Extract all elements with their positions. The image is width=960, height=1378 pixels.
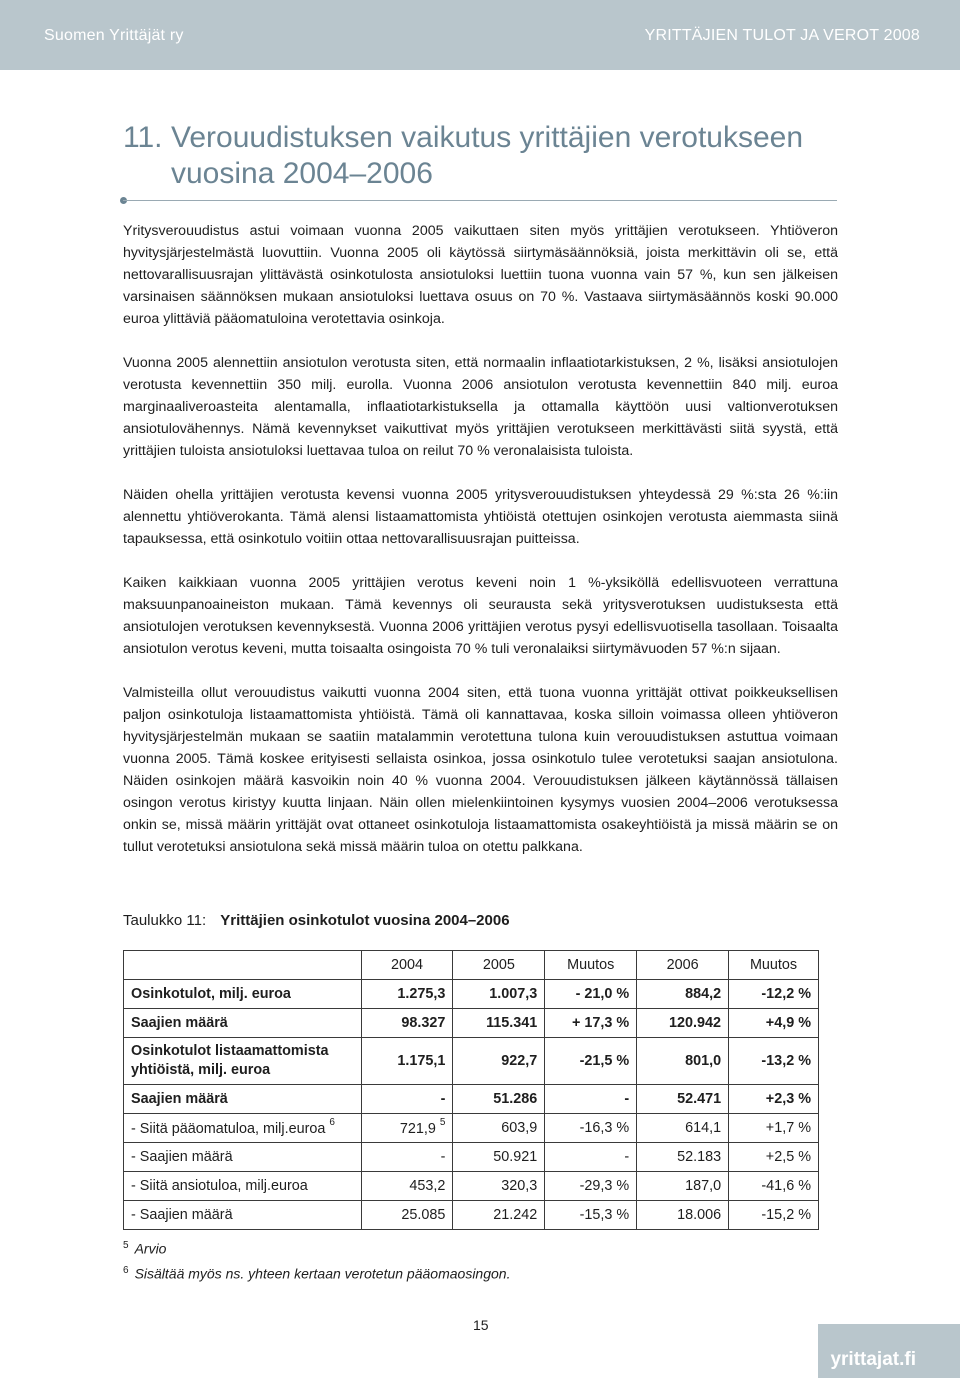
footnote-mark: 6 <box>123 1265 129 1276</box>
table-cell: 50.921 <box>453 1143 545 1172</box>
cell-value: 721,9 <box>399 1120 436 1137</box>
row-label: - Saajien määrä <box>124 1143 362 1172</box>
table-cell: 18.006 <box>637 1201 729 1230</box>
table-caption-title: Yrittäjien osinkotulot vuosina 2004–2006 <box>220 912 510 929</box>
table-row <box>124 1038 819 1085</box>
table-row <box>124 1172 819 1201</box>
footnote-text: Sisältää myös ns. yhteen kertaan verotetun pääomaosingon. <box>134 1265 511 1282</box>
site-logo-text: yrittajat.fi <box>830 1349 916 1370</box>
paragraph: Yritysverouudistus astui voimaan vuonna 2005 vaikuttaen siten myös yrittäjien verotukseen. Yhtiöveron hyvitysjärjestelmästä luovuttiin. Vuonna 2005 oli käytössä siirtymäsäännöksiä, joista merkittävin oli se, että nettovarallisuusrajan ylittävästä osinkotulosta ansiotuloksi luettiin tuona vuonna vain 57 %, kun sen jälkeisen varsinaisen säännöksen mukaan ansiotuloksi luettava osuus on 70 %. Vastaava siirtymäsäännös koski 90.000 euroa ylittäviä pääomatuloina verotettavia osinkoja. <box>123 223 838 327</box>
footnote-text: Arvio <box>134 1240 167 1257</box>
table-cell: 922,7 <box>453 1038 545 1085</box>
table-cell: 115.341 <box>453 1009 545 1038</box>
table-cell: - <box>361 1143 453 1172</box>
table-cell: -15,3 % <box>545 1201 637 1230</box>
table-cell: -12,2 % <box>729 980 819 1009</box>
table-cell: - <box>545 1143 637 1172</box>
table-cell: 614,1 <box>637 1114 729 1143</box>
table-header-row <box>124 951 819 980</box>
table-cell: -15,2 % <box>729 1201 819 1230</box>
table-cell: +2,3 % <box>729 1085 819 1114</box>
table-cell: 320,3 <box>453 1172 545 1201</box>
table-cell: - <box>545 1085 637 1114</box>
footnote <box>123 1240 166 1257</box>
row-label: Saajien määrä <box>124 1085 362 1114</box>
table-cell: 801,0 <box>637 1038 729 1085</box>
table-cell: - <box>361 1085 453 1114</box>
table-cell: 25.085 <box>361 1201 453 1230</box>
page-number: 15 <box>473 1317 489 1333</box>
header-document-title: YRITTÄJIEN TULOT JA VEROT 2008 <box>644 27 920 44</box>
paragraph: Näiden ohella yrittäjien verotusta kevensi vuonna 2005 yritysverouudistuksen yhteydessä 29 %:sta 26 %:iin alennettu yhtiöverokanta. Tämä alensi listaamattomista yhtiöistä otettujen osinkojen verotusta aiemmasta siinä tapauksessa, että osinkotulo voitiin ottaa nettovarallisuusrajan puitteissa. <box>123 487 838 547</box>
table-header-cell: 2005 <box>453 951 545 980</box>
table-row <box>124 1201 819 1230</box>
table-row <box>124 1143 819 1172</box>
table-cell: 603,9 <box>453 1114 545 1143</box>
table-row <box>124 980 819 1009</box>
table-cell: -21,5 % <box>545 1038 637 1085</box>
table-cell: +2,5 % <box>729 1143 819 1172</box>
footnote-ref: 5 <box>439 1117 446 1129</box>
table-cell: -29,3 % <box>545 1172 637 1201</box>
paragraph: Valmisteilla ollut verouudistus vaikutti vuonna 2004 siten, että tuona vuonna yrittäjät ottivat poikkeuksellisen paljon osinkotuloja listaamattomista yhtiöistä. Tämä oli kannattavaa, koska silloin voimassa olleen yhtiöveron hyvitysjärjestelmän mukaan se saatiin matalammin verotettuna tulona kuin verouudistuksen astuttua voimaan vuonna 2005. Tämä koskee erityisesti sellaista osinkoa, jossa osinkotulo tulee verotetuksi saajan ansiotulona. Näiden osinkojen määrä kasvoikin noin 40 % vuonna 2004. Verouudistuksen jälkeen käytännössä tällaisen osingon verotus kiristyy kuutta linjaan. Näin ollen mielenkiintoinen kysymys vuosien 2004–2006 verotuksessa onkin se, missä määrin yrittäjät ovat ottaneet osinkotuloja listaamattomista osakeyhtiöistä ja missä määrin se on tullut verotetuksi ansiotulona sekä missä määrin tuloa on otettu palkkana. <box>123 685 838 855</box>
footnote <box>123 1265 510 1282</box>
table-header-cell: 2004 <box>361 951 453 980</box>
table-header-cell <box>124 951 362 980</box>
table-cell: 120.942 <box>637 1009 729 1038</box>
table-header-cell: Muutos <box>729 951 819 980</box>
table-cell: 453,2 <box>361 1172 453 1201</box>
row-label: Osinkotulot, milj. euroa <box>124 980 362 1009</box>
table-cell: 52.471 <box>637 1085 729 1114</box>
table-caption-label: Taulukko 11: <box>123 912 207 929</box>
table-cell <box>361 1114 453 1143</box>
row-label: Osinkotulot listaamattomista yhtiöistä, milj. euroa <box>124 1038 362 1085</box>
body-text <box>123 220 838 880</box>
row-label-text: - Siitä pääomatuloa, milj.euroa <box>131 1120 326 1137</box>
table-cell: -41,6 % <box>729 1172 819 1201</box>
chapter-title-line2: vuosina 2004–2006 <box>171 157 433 190</box>
table-cell: - 21,0 % <box>545 980 637 1009</box>
table-cell: 884,2 <box>637 980 729 1009</box>
chapter-title <box>123 120 903 192</box>
title-rule <box>123 200 837 201</box>
table-caption <box>123 912 510 929</box>
header-bar <box>0 0 960 70</box>
header-org-name: Suomen Yrittäjät ry <box>44 27 184 44</box>
table-row <box>124 1009 819 1038</box>
paragraph: Vuonna 2005 alennettiin ansiotulon verotusta siten, että normaalin inflaatiotarkistuksen, 2 %, lisäksi ansiotulojen verotusta kevennettiin 350 milj. eurolla. Vuonna 2006 ansiotulon verotusta kevennettiin 840 milj. euroa marginaaliveroasteita alentamalla, inflaatiotarkistuksella ja ottamalla käyttöön uusi valtionverotuksen ansiotulovähennys. Nämä kevennykset vaikuttivat myös yrittäjien verotukseen merkittävästi siitä syystä, että yrittäjien tuloista ansiotuloksi luettavaa tuloa on reilut 70 % veronalaisista tuloista. <box>123 355 838 459</box>
table-cell: 21.242 <box>453 1201 545 1230</box>
table-header-cell: 2006 <box>637 951 729 980</box>
chapter-title-line1: Verouudistuksen vaikutus yrittäjien verotukseen <box>171 121 804 154</box>
row-label <box>124 1114 362 1143</box>
table-row <box>124 1085 819 1114</box>
table-cell: 1.275,3 <box>361 980 453 1009</box>
row-label: - Siitä ansiotuloa, milj.euroa <box>124 1172 362 1201</box>
table-cell: +1,7 % <box>729 1114 819 1143</box>
table-cell: 98.327 <box>361 1009 453 1038</box>
table-cell: 52.183 <box>637 1143 729 1172</box>
table-header-cell: Muutos <box>545 951 637 980</box>
table-cell: -13,2 % <box>729 1038 819 1085</box>
row-label: Saajien määrä <box>124 1009 362 1038</box>
footnote-ref: 6 <box>329 1117 335 1129</box>
dividend-income-table <box>123 950 819 1230</box>
table-cell: +4,9 % <box>729 1009 819 1038</box>
table-cell: 187,0 <box>637 1172 729 1201</box>
table-cell: + 17,3 % <box>545 1009 637 1038</box>
site-logo[interactable] <box>818 1324 960 1378</box>
chapter-number: 11. <box>123 121 163 154</box>
footnote-mark: 5 <box>123 1240 129 1251</box>
table-row <box>124 1114 819 1143</box>
table-cell: -16,3 % <box>545 1114 637 1143</box>
table-cell: 1.175,1 <box>361 1038 453 1085</box>
row-label: - Saajien määrä <box>124 1201 362 1230</box>
table-cell: 51.286 <box>453 1085 545 1114</box>
table-cell: 1.007,3 <box>453 980 545 1009</box>
paragraph: Kaiken kaikkiaan vuonna 2005 yrittäjien verotus keveni noin 1 %-yksiköllä edellisvuoteen verrattuna maksuunpanoaineiston mukaan. Tämä kevennys oli seurausta sekä yritysverotuksen uudistuksesta että ansiotulojen verotuksen kevennyksestä. Vuonna 2006 yrittäjien verotus pysyi edellisvuotisella tasollaan. Toisaalta ansiotulon verotus keveni, mutta toisaalta osingoista 70 % tuli veronalaiksi siirtymävuoden 57 %:n sijaan. <box>123 575 838 657</box>
